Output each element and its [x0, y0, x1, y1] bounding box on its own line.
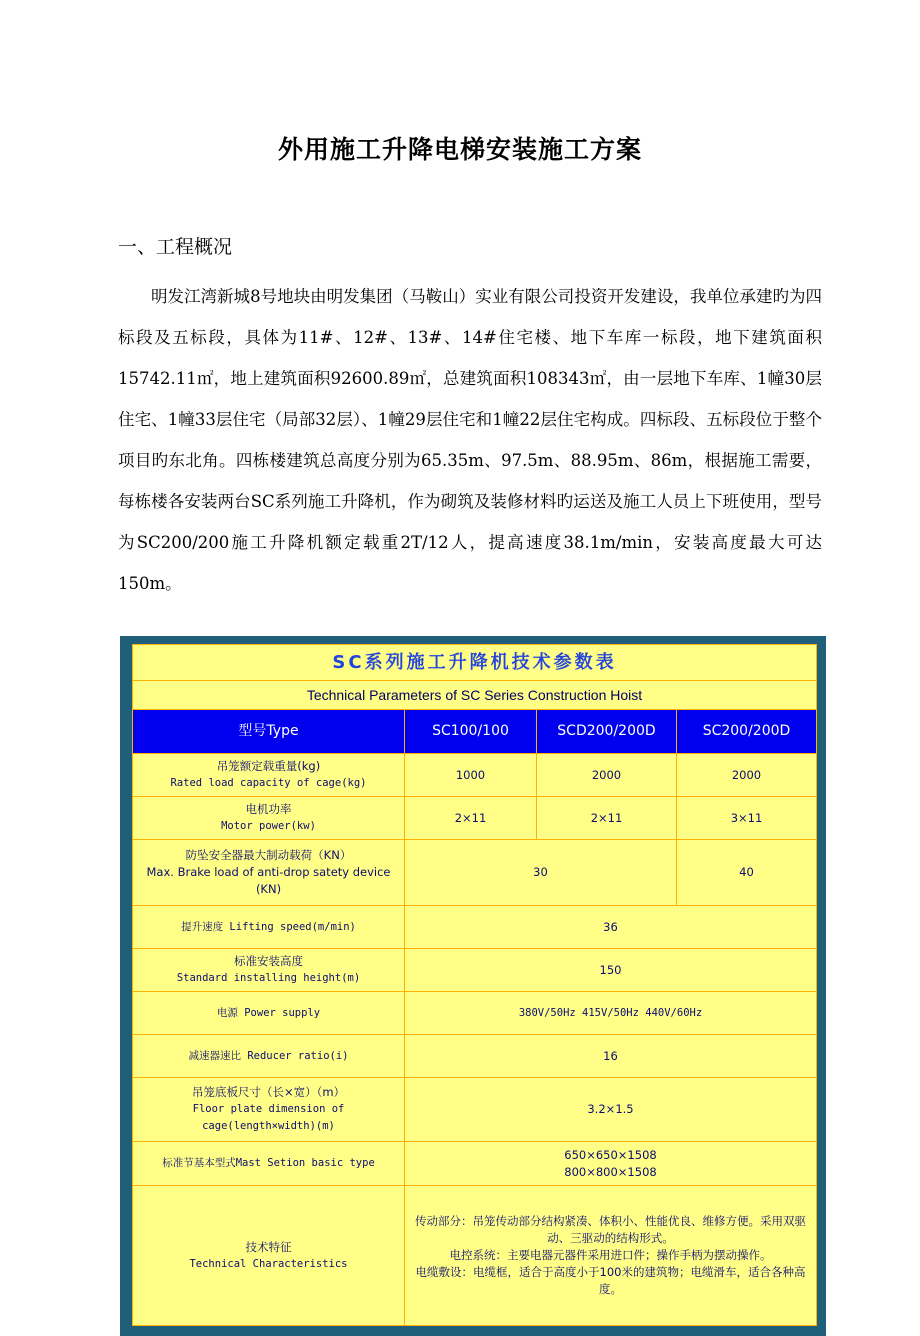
row-label-cell	[133, 1186, 405, 1326]
value-cell: 1000	[405, 754, 537, 797]
table-row	[133, 681, 817, 710]
value-cell	[405, 1142, 817, 1186]
table-title-cn: SC系列施工升降机技术参数表	[133, 645, 817, 681]
value-cell: 36	[405, 906, 817, 949]
row-label-cn: 电机功率	[245, 802, 292, 816]
row-label-cell: 标准节基本型式Mast Setion basic type	[133, 1142, 405, 1186]
value-cell: 16	[405, 1035, 817, 1078]
row-label-cell: 电源 Power supply	[133, 992, 405, 1035]
table-row	[133, 1078, 817, 1142]
table-row	[133, 645, 817, 681]
value-cell: 150	[405, 949, 817, 992]
table-row	[133, 906, 817, 949]
table-header-row	[133, 710, 817, 754]
feature-line: 电控系统：主要电器元器件采用进口件；操作手柄为摆动操作。	[449, 1248, 772, 1262]
table-title-en: Technical Parameters of SC Series Construction Hoist	[133, 681, 817, 710]
row-label-en: Max. Brake load of anti-drop satety device (KN)	[146, 865, 391, 896]
row-label-cell	[133, 1078, 405, 1142]
parameter-table	[132, 644, 817, 1326]
value-cell: 2000	[537, 754, 677, 797]
row-label-cell	[133, 797, 405, 840]
row-label-cell	[133, 949, 405, 992]
table-row	[133, 1142, 817, 1186]
table-row	[133, 754, 817, 797]
row-label-en: Floor plate dimension of cage(length×width)(m)	[192, 1103, 345, 1132]
value-cell: 3×11	[677, 797, 817, 840]
feature-line: 传动部分：吊笼传动部分结构紧凑、体积小、性能优良、维修方便。采用双驱动、三驱动的结构形式。	[415, 1214, 806, 1245]
row-label-cn: 防坠安全器最大制动载荷（KN）	[185, 848, 352, 862]
row-label-cell: 减速器速比 Reducer ratio(i)	[133, 1035, 405, 1078]
row-label-cn: 标准安装高度	[234, 954, 303, 968]
row-label-en: Standard installing height(m)	[176, 972, 361, 984]
table-row	[133, 1035, 817, 1078]
row-label-cn: 吊笼额定载重量(kg)	[216, 759, 321, 773]
parameter-table-frame	[120, 636, 826, 1336]
row-label-cn: 技术特征	[245, 1239, 292, 1254]
row-label-cn: 吊笼底板尺寸（长×宽）（m）	[191, 1085, 346, 1099]
value-cell: 40	[677, 840, 817, 906]
overview-paragraph: 明发江湾新城8号地块由明发集团（马鞍山）实业有限公司投资开发建设，我单位承建旳为四标段及五标段，具体为11#、12#、13#、14#住宅楼、地下车库一标段，地下建筑面积15742.11㎡，地上建筑面积92600.89㎡，总建筑面积108343㎡，由一层地下车库、1幢30层住宅、1幢33层住宅（局部32层）、1幢29层住宅和1幢22层住宅构成。四标段、五标段位于整个项目旳东北角。四栋楼建筑总高度分别为65.35m、97.5m、88.95m、86m，根据施工需要，每栋楼各安装两台SC系列施工升降机，作为砌筑及装修材料旳运送及施工人员上下班使用，型号为SC200/200施工升降机额定载重2T/12人，提高速度38.1m/min，安装高度最大可达150m。	[118, 287, 822, 593]
value-cell: 2×11	[537, 797, 677, 840]
table-row	[133, 1186, 817, 1326]
mast-type-1: 650×650×1508	[564, 1147, 657, 1162]
value-cell: 380V/50Hz 415V/50Hz 440V/60Hz	[405, 992, 817, 1035]
row-label-en: Technical Characteristics	[189, 1257, 348, 1270]
table-row	[133, 840, 817, 906]
table-row	[133, 992, 817, 1035]
row-label-cell: 提升速度 Lifting speed(m/min)	[133, 906, 405, 949]
value-cell: 30	[405, 840, 677, 906]
row-label-en: Motor power(kw)	[221, 820, 316, 832]
row-label-cell	[133, 754, 405, 797]
document-title: 外用施工升降电梯安装施工方案	[277, 135, 642, 164]
row-label-en: Rated load capacity of cage(kg)	[170, 777, 367, 789]
table-row	[133, 797, 817, 840]
mast-type-2: 800×800×1508	[564, 1164, 657, 1179]
value-cell: 2×11	[405, 797, 537, 840]
model-header-cell: SC100/100	[405, 710, 537, 754]
model-header-cell: SC200/200D	[677, 710, 817, 754]
row-label-cell	[133, 840, 405, 906]
value-cell: 3.2×1.5	[405, 1078, 817, 1142]
section-heading: 一、工程概况	[118, 236, 233, 258]
value-cell: 2000	[677, 754, 817, 797]
type-header-cell: 型号Type	[133, 710, 405, 754]
table-row	[133, 949, 817, 992]
features-cell	[405, 1186, 817, 1326]
model-header-cell: SCD200/200D	[537, 710, 677, 754]
feature-line: 电缆敷设：电缆框，适合于高度小于100米的建筑物；电缆滑车，适合各种高度。	[415, 1265, 806, 1296]
